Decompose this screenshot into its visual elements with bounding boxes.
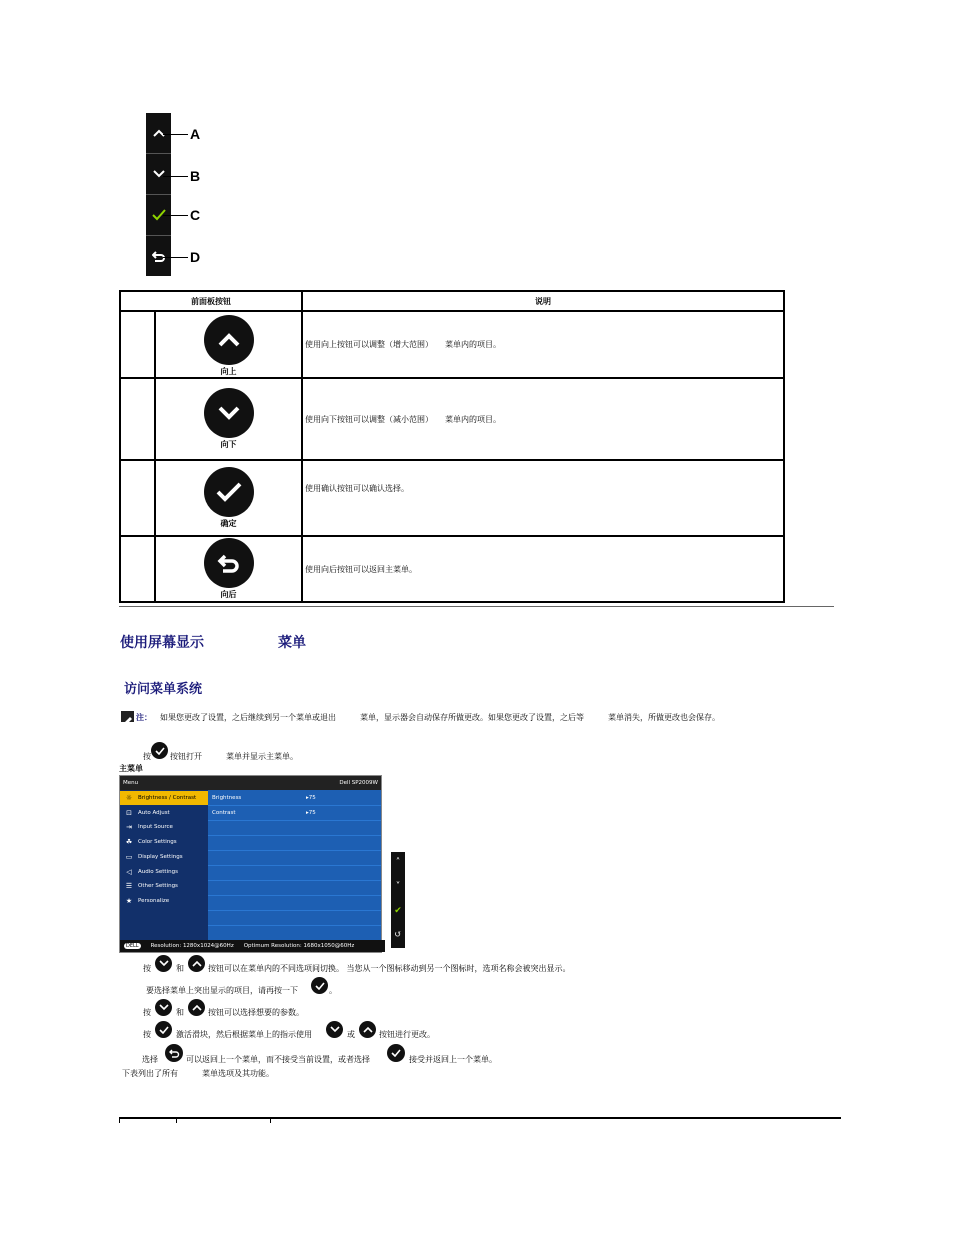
- step5-text: 激活滑块，然后根据菜单上的指示使用: [176, 1030, 312, 1039]
- osd-item-other-settings[interactable]: ☰ Other Settings: [120, 879, 208, 893]
- header-button: 前面板按钮: [120, 291, 302, 311]
- osd-row-empty: [208, 851, 381, 866]
- table-row: [120, 460, 784, 536]
- step6-end: 接受并返回上一个菜单。: [409, 1055, 497, 1064]
- step6-prefix: 选择: [142, 1055, 158, 1064]
- up-icon: [359, 1021, 376, 1038]
- note-icon: [121, 711, 134, 722]
- divider: [119, 606, 834, 607]
- check-icon[interactable]: ✔: [394, 906, 402, 916]
- note-label: 注：: [136, 713, 152, 722]
- sun-icon: ☼: [125, 794, 133, 802]
- section-title: 使用屏幕显示: [120, 635, 204, 651]
- color-icon: ☘: [125, 838, 133, 846]
- table-row: [120, 536, 784, 602]
- down-button[interactable]: [146, 154, 171, 194]
- callout-b: B: [190, 168, 201, 184]
- check-icon: [204, 467, 254, 517]
- settings-icon: ☰: [125, 882, 133, 890]
- step1-text: 按钮打开 菜单并显示主菜单。: [170, 752, 298, 761]
- down-icon: [326, 1021, 343, 1038]
- osd-row-empty: [208, 821, 381, 836]
- row-description: 使用向后按钮可以返回主菜单。: [302, 536, 784, 602]
- up-arrow-icon: [153, 128, 165, 138]
- step2-text: 按钮可以在菜单内的不同选项间切换。 当您从一个图标移动到另一个图标时，选项名称会被突出显示。: [208, 964, 571, 973]
- down-arrow-icon: [153, 169, 165, 179]
- table-top-border: [119, 1117, 841, 1119]
- callout-c: C: [190, 207, 201, 223]
- osd-item-display-settings[interactable]: ▭ Display Settings: [120, 850, 208, 864]
- main-menu-label: 主菜单: [119, 764, 143, 773]
- step5-or: 或: [347, 1030, 355, 1039]
- button-label: 向后: [220, 590, 237, 599]
- back-button[interactable]: [146, 236, 171, 276]
- down-arrow-icon[interactable]: ˅: [395, 882, 401, 892]
- osd-item-input-source[interactable]: ⇥ Input Source: [120, 820, 208, 834]
- up-button[interactable]: [146, 113, 171, 153]
- callout-a: A: [190, 126, 201, 142]
- osd-row-empty: [208, 836, 381, 851]
- back-icon: [204, 538, 254, 588]
- down-icon: [204, 388, 254, 438]
- back-icon: [165, 1044, 183, 1062]
- step2-and: 和: [176, 964, 184, 973]
- row-description: 使用确认按钮可以确认选择。: [302, 460, 784, 536]
- osd-row-brightness[interactable]: Brightness ▸ 75: [208, 791, 381, 806]
- up-arrow-icon[interactable]: ˄: [395, 858, 401, 868]
- check-icon: [151, 742, 168, 759]
- check-icon: [155, 1021, 172, 1038]
- table-row: [120, 311, 784, 378]
- back-arrow-icon: [152, 250, 166, 262]
- step3-text: 要选择菜单上突出显示的项目，请再按一下: [146, 986, 298, 995]
- step5-end: 按钮进行更改。: [379, 1030, 435, 1039]
- osd-item-auto-adjust[interactable]: ⊡ Auto Adjust: [120, 806, 208, 820]
- button-label: 确定: [220, 519, 237, 528]
- osd-status-bar: DELL Resolution: 1280x1024@60Hz Optimum Resolution: 1680x1050@60Hz: [120, 940, 385, 952]
- section-subtitle: 访问菜单系统: [124, 682, 203, 697]
- note-text: 如果您更改了设置，之后继续到另一个菜单或退出 菜单，显示器会自动保存所做更改。如果您更改了设置，之后等 菜单消失，所做更改也会保存。: [160, 713, 720, 722]
- speaker-icon: ◁: [126, 868, 132, 876]
- step2-prefix: 按: [143, 964, 151, 973]
- display-icon: ▭: [125, 853, 133, 861]
- osd-row-empty: [208, 911, 381, 926]
- step4-text: 按钮可以选择想要的参数。: [208, 1008, 304, 1017]
- step7-text: 下表列出了所有 菜单选项及其功能。: [122, 1069, 274, 1078]
- osd-item-audio-settings[interactable]: ◁ Audio Settings: [120, 865, 208, 879]
- up-icon: [188, 999, 205, 1016]
- osd-row-empty: [208, 896, 381, 911]
- down-icon: [155, 955, 172, 972]
- osd-row-contrast[interactable]: Contrast ▸ 75: [208, 806, 381, 821]
- step1-prefix: 按: [143, 752, 151, 761]
- check-icon: [387, 1044, 405, 1062]
- osd-button-strip: [391, 852, 405, 948]
- button-label: 向下: [220, 440, 237, 449]
- step6-text: 可以返回上一个菜单，而不接受当前设置，或者选择: [186, 1055, 370, 1064]
- star-icon: ★: [125, 897, 133, 905]
- back-arrow-icon[interactable]: ↺: [394, 930, 402, 940]
- table-row: [120, 378, 784, 460]
- row-description: 使用向上按钮可以调整（增大范围） 菜单内的项目。: [302, 311, 784, 378]
- input-icon: ⇥: [126, 823, 132, 831]
- osd-model: Dell SP2009W: [339, 780, 378, 786]
- osd-main-menu: [119, 775, 382, 953]
- osd-row-empty: [208, 866, 381, 881]
- step3-end: 。: [329, 986, 337, 995]
- step4-prefix: 按: [143, 1008, 151, 1017]
- check-icon: [311, 977, 328, 994]
- front-panel-table: [119, 290, 785, 603]
- osd-item-personalize[interactable]: ★ Personalize: [120, 894, 208, 908]
- callout-d: D: [190, 249, 201, 265]
- section-title-menu: 菜单: [278, 635, 306, 651]
- button-label: 向上: [220, 367, 237, 376]
- osd-title-bar: [120, 776, 381, 790]
- up-icon: [188, 955, 205, 972]
- dell-logo: DELL: [126, 943, 139, 949]
- down-icon: [155, 999, 172, 1016]
- step5-prefix: 按: [143, 1030, 151, 1039]
- row-description: 使用向下按钮可以调整（减小范围） 菜单内的项目。: [302, 378, 784, 460]
- front-panel-buttons: [146, 113, 171, 276]
- osd-title: Menu: [123, 780, 139, 786]
- up-icon: [204, 315, 254, 365]
- osd-item-color-settings[interactable]: ☘ Color Settings: [120, 835, 208, 849]
- auto-adjust-icon: ⊡: [126, 809, 132, 817]
- step4-and: 和: [176, 1008, 184, 1017]
- header-description: 说明: [302, 291, 784, 311]
- osd-item-brightness-contrast[interactable]: ☼ Brightness / Contrast: [120, 791, 208, 805]
- osd-row-empty: [208, 881, 381, 896]
